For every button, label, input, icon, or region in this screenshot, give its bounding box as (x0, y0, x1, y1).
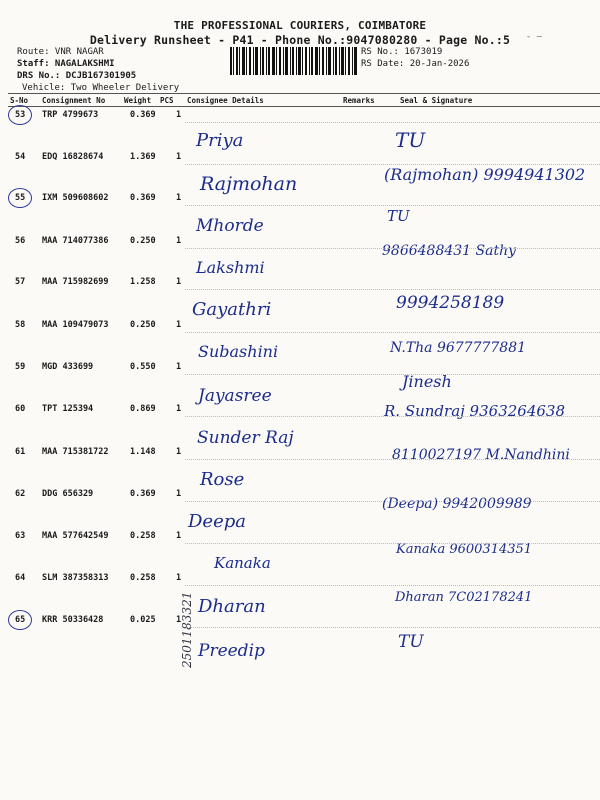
row-weight: 0.369 (130, 489, 156, 499)
handwritten-consignee-name: Gayathri (192, 299, 272, 320)
handwritten-side-note: 2501183321 (180, 591, 194, 668)
row-pcs: 1 (176, 110, 182, 120)
row-consignment-no: DDG 656329 (42, 489, 94, 499)
handwritten-signature: R. Sundraj 9363264638 (384, 402, 565, 420)
row-sno: 59 (15, 362, 26, 372)
handwritten-signature: (Rajmohan) 9994941302 (384, 165, 586, 184)
handwritten-signature: TU (398, 632, 424, 652)
handwritten-consignee-name: Deepa (188, 511, 246, 532)
row-weight: 0.250 (130, 236, 156, 246)
row-pcs: 1 (176, 404, 182, 414)
row-consignment-no: MAA 715381722 (42, 447, 109, 457)
row-pcs: 1 (176, 362, 182, 372)
row-pcs: 1 (176, 615, 182, 625)
col-consignee: Consignee Details (187, 96, 264, 105)
row-separator (185, 627, 600, 628)
header-top-line (8, 93, 600, 94)
circle-mark (8, 105, 32, 125)
row-weight: 0.550 (130, 362, 156, 372)
row-sno: 55 (15, 193, 26, 203)
row-consignment-no: TRP 4799673 (42, 110, 99, 120)
handwritten-signature: 8110027197 M.Nandhini (392, 447, 570, 463)
drs-label: DRS No.: DCJB167301905 (17, 71, 137, 81)
col-pcs: PCS (160, 96, 174, 105)
company-title: THE PROFESSIONAL COURIERS, COIMBATORE (173, 19, 427, 32)
staff-label: Staff: NAGALAKSHMI (17, 59, 115, 69)
circle-mark (8, 610, 32, 630)
handwritten-consignee-name: Priya (196, 130, 244, 151)
row-pcs: 1 (176, 320, 182, 330)
handwritten-signature: N.Tha 9677777881 (390, 340, 527, 356)
rs-number: RS No.: 1673019 (361, 47, 443, 57)
circle-mark (8, 188, 32, 208)
handwritten-consignee-name: Rajmohan (200, 173, 298, 195)
col-sno: S-No (10, 96, 29, 105)
handwritten-signature: Dharan 7C02178241 (395, 590, 533, 605)
col-remarks: Remarks (343, 96, 375, 105)
handwritten-signature: Kanaka 9600314351 (396, 542, 533, 557)
row-consignment-no: MAA 109479073 (42, 320, 109, 330)
row-separator (185, 374, 600, 375)
handwritten-consignee-name: Subashini (198, 342, 279, 361)
row-separator (185, 585, 600, 586)
runsheet-subtitle: Delivery Runsheet - P41 - Phone No.:9047080280 - Page No.:5 (89, 33, 511, 47)
handwritten-consignee-name: Rose (200, 469, 245, 490)
row-separator (185, 332, 600, 333)
row-sno: 63 (15, 531, 26, 541)
row-weight: 0.369 (130, 193, 156, 203)
handwritten-signature: Jinesh (402, 372, 452, 391)
row-weight: 1.258 (130, 277, 156, 287)
corner-mark: - ‒ (525, 32, 542, 42)
row-consignment-no: SLM 387358313 (42, 573, 109, 583)
row-sno: 65 (15, 615, 26, 625)
row-separator (185, 289, 600, 290)
row-weight: 1.148 (130, 447, 156, 457)
handwritten-signature: (Deepa) 9942009989 (382, 496, 532, 512)
route-label: Route: VNR NAGAR (17, 47, 104, 57)
row-pcs: 1 (176, 277, 182, 287)
row-consignment-no: TPT 125394 (42, 404, 94, 414)
row-separator (185, 248, 600, 249)
row-separator (185, 164, 600, 165)
row-consignment-no: IXM 509608602 (42, 193, 109, 203)
row-weight: 0.258 (130, 531, 156, 541)
row-consignment-no: EDQ 16828674 (42, 152, 104, 162)
row-weight: 0.869 (130, 404, 156, 414)
row-sno: 54 (15, 152, 26, 162)
rs-date: RS Date: 20-Jan-2026 (361, 59, 470, 69)
row-pcs: 1 (176, 489, 182, 499)
col-weight: Weight (124, 96, 152, 105)
row-sno: 56 (15, 236, 26, 246)
row-separator (185, 205, 600, 206)
row-sno: 53 (15, 110, 26, 120)
handwritten-consignee-name: Preedip (198, 641, 265, 661)
row-sno: 61 (15, 447, 26, 457)
handwritten-signature: TU (395, 128, 426, 152)
row-consignment-no: MGD 433699 (42, 362, 94, 372)
barcode-image (230, 47, 358, 75)
row-pcs: 1 (176, 193, 182, 203)
row-sno: 57 (15, 277, 26, 287)
handwritten-consignee-name: Jayasree (198, 386, 272, 406)
row-pcs: 1 (176, 447, 182, 457)
row-consignment-no: MAA 577642549 (42, 531, 109, 541)
row-sno: 60 (15, 404, 26, 414)
row-pcs: 1 (176, 531, 182, 541)
row-sno: 62 (15, 489, 26, 499)
handwritten-signature: 9866488431 Sathy (382, 243, 517, 259)
row-consignment-no: MAA 714077386 (42, 236, 109, 246)
row-separator (185, 543, 600, 544)
row-weight: 0.369 (130, 110, 156, 120)
row-separator (185, 501, 600, 502)
header-bottom-line (8, 106, 600, 107)
handwritten-signature: TU (387, 207, 410, 225)
row-weight: 1.369 (130, 152, 156, 162)
handwritten-consignee-name: Sunder Raj (197, 428, 294, 448)
row-consignment-no: KRR 50336428 (42, 615, 104, 625)
row-pcs: 1 (176, 236, 182, 246)
col-seal: Seal & Signature (400, 96, 473, 105)
row-sno: 64 (15, 573, 26, 583)
row-weight: 0.025 (130, 615, 156, 625)
handwritten-consignee-name: Kanaka (214, 554, 271, 572)
row-consignment-no: MAA 715982699 (42, 277, 109, 287)
col-consignment: Consignment No (42, 96, 106, 105)
row-weight: 0.258 (130, 573, 156, 583)
handwritten-signature: 9994258189 (396, 293, 505, 313)
row-separator (185, 459, 600, 460)
row-separator (185, 416, 600, 417)
row-pcs: 1 (176, 573, 182, 583)
row-sno: 58 (15, 320, 26, 330)
row-separator (185, 122, 600, 123)
row-weight: 0.250 (130, 320, 156, 330)
handwritten-consignee-name: Mhorde (196, 216, 264, 236)
handwritten-consignee-name: Dharan (198, 596, 266, 617)
handwritten-consignee-name: Lakshmi (196, 258, 265, 277)
vehicle-label: Vehicle: Two Wheeler Delivery (22, 83, 180, 93)
row-pcs: 1 (176, 152, 182, 162)
